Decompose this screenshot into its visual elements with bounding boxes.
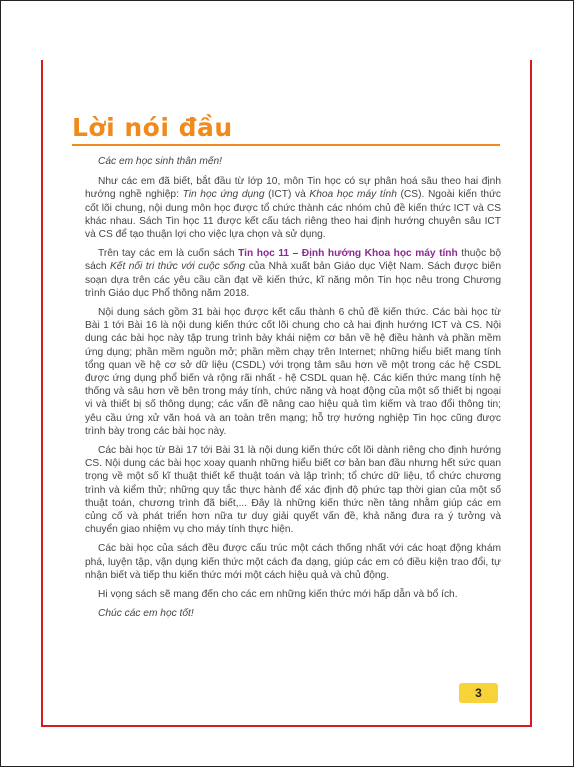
paragraph-6: Hi vọng sách sẽ mang đến cho các em những kiến thức mới hấp dẫn và bổ ích. — [98, 589, 458, 601]
book-title-highlight: Tin học 11 – Định hướng Khoa học máy tính — [238, 248, 458, 260]
closing-text: Chúc các em học tốt! — [98, 608, 194, 620]
preface-body — [85, 155, 501, 627]
paragraph-4: Các bài học từ Bài 17 tới Bài 31 là nội dung kiến thức cốt lõi dành riêng cho định hướng CS. Nội dung các bài học xoay quanh những hiểu biết cơ bản ban đầu nhưng hết sức quan trọng về một số kĩ thuật thiết kế thuật toán và lập trình; tổ chức dữ liệu, tổ chức chương trình và kiểm thử; những quy tắc thực hành để xác định độ phức tạp thời gian của một số thuật toán, chương trình đã biết,... Đây là những kiến thức nền tảng nhằm giúp các em củng cố và phát triển hơn nữa tư duy giải quyết vấn đề, khả năng đưa ra ý tưởng và chuyển giao nhiệm vụ cho máy tính thực hiện. — [85, 445, 501, 536]
paragraph-2-text-a: Trên tay các em là cuốn sách — [98, 248, 239, 260]
paragraph-2-text-c: thuộc bộ sách — [85, 248, 501, 273]
closing-line — [85, 607, 501, 620]
paragraph-1-text-a: Như các em đã biết, bắt đầu từ lớp 10, môn Tin học có sự phân hoá sâu theo hai định hướng nghề nghiệp: — [85, 176, 501, 201]
page-number-badge: 3 — [459, 683, 498, 703]
paragraph-3: Nội dung sách gồm 31 bài học được kết cấu thành 6 chủ đề kiến thức. Các bài học từ Bài 1 tới Bài 16 là nội dung kiến thức cốt lõi chung cho cả hai định hướng ICT và CS. Nội dung các bài học này tập trung trình bày khái niệm cơ bản về hệ điều hành và phần mềm ứng dụng; phần mềm nguồn mở; phần mềm chạy trên Internet; những hiểu biết mang tính tổng quan về hệ cơ sở dữ liệu (CSDL) với trọng tâm sâu hơn về một trong các hệ CSDL được ứng dụng phổ biến và rộng rãi nhất - hệ CSDL quan hệ. Các kiến thức mang tính hệ thống và sâu hơn về bên trong máy tính, chức năng và hoạt động của một số thiết bị ngoại vi và thiết bị số thông dụng; các vấn đề nâng cao hiệu quả tìm kiếm và trao đổi thông tin; yêu cầu ứng xử văn hoá và an toàn trên mạng; hỗ trợ hướng nghiệp Tin học cũng được trình bày trong các bài học này. — [85, 307, 501, 437]
paragraph-1-text-c: (ICT) và — [264, 189, 310, 201]
title-underline — [72, 144, 500, 146]
page-title: Lời nói đầu — [72, 113, 233, 142]
greeting-text: Các em học sinh thân mến! — [98, 156, 223, 167]
paragraph-2 — [85, 247, 501, 300]
book-series-name: Kết nối tri thức với cuộc sống — [109, 261, 246, 273]
paragraph-1-text-e: (CS). Ngoài kiến thức cốt lõi chung, nội dung môn học được tổ chức thành các nhóm chủ đề kiến thức ICT và CS khác nhau. Sách Tin học 11 được kết cấu tách riêng theo hai định hướng chuyên sâu ICT và CS để tạo thuận lợi cho việc lựa chọn và sử dụng. — [85, 189, 501, 241]
greeting — [85, 155, 501, 168]
paragraph-2-text-e: của Nhà xuất bản Giáo dục Việt Nam. Sách được biên soạn dựa trên các yêu cầu cần đạt về kiến thức, kĩ năng môn Tin học nêu trong Chương trình Giáo dục Phổ thông năm 2018. — [85, 261, 501, 299]
paragraph-1-cs-term: Khoa học máy tính — [309, 189, 397, 201]
paragraph-5: Các bài học của sách đều được cấu trúc một cách thống nhất với các hoạt động khám phá, luyện tập, vận dụng kiến thức một cách đa dạng, giúp các em có điều kiện trao đổi, tự nhận biết và tiếp thu kiến thức mới một cách hiệu quả và chủ động. — [85, 543, 501, 581]
paragraph-1 — [85, 175, 501, 241]
paragraph-1-ict-term: Tin học ứng dụng — [182, 189, 265, 201]
